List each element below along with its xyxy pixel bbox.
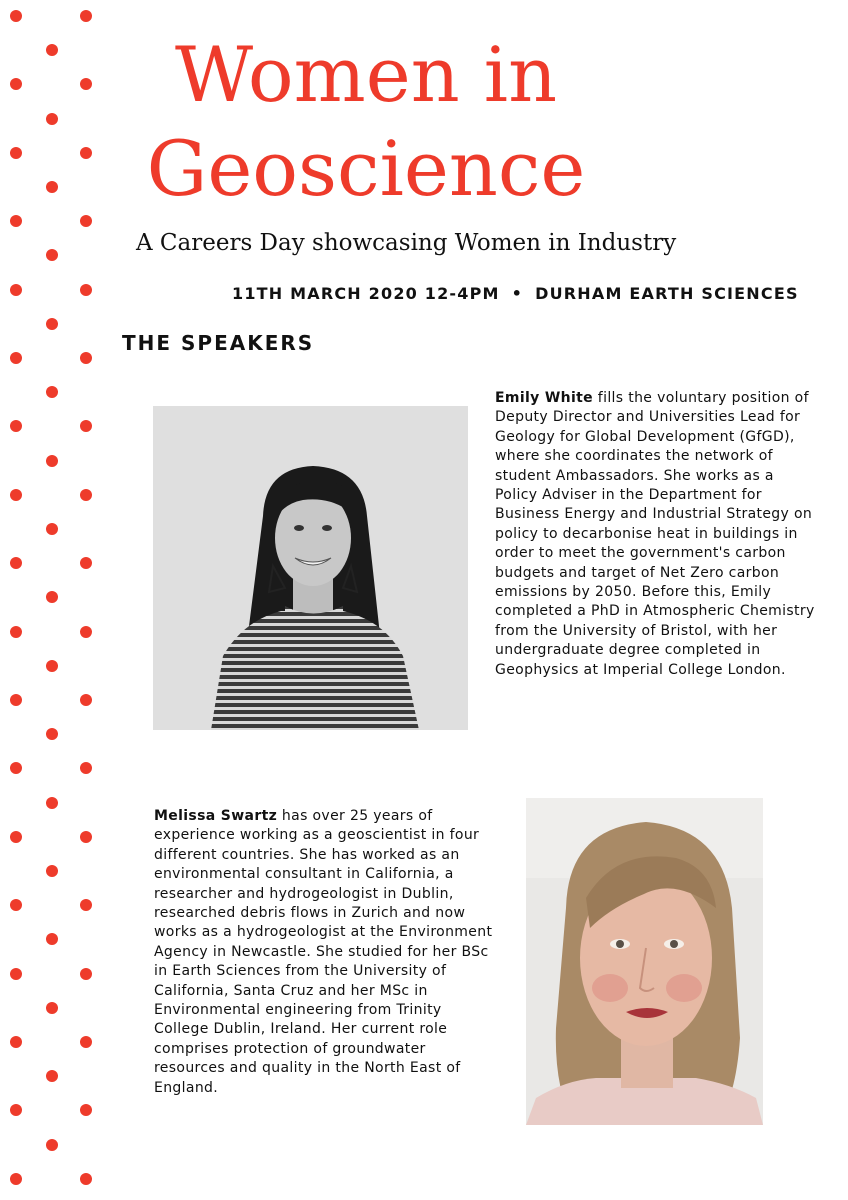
decorative-dot bbox=[10, 1173, 22, 1185]
speaker-bio-emily-white bbox=[495, 389, 817, 680]
page-title bbox=[136, 28, 596, 216]
decorative-dot bbox=[46, 44, 58, 56]
decorative-dot bbox=[46, 249, 58, 261]
decorative-dot bbox=[10, 762, 22, 774]
decorative-dot bbox=[80, 899, 92, 911]
decorative-dot bbox=[10, 489, 22, 501]
event-location: DURHAM EARTH SCIENCES bbox=[535, 284, 799, 303]
decorative-dot bbox=[46, 865, 58, 877]
decorative-dot bbox=[10, 968, 22, 980]
decorative-dot bbox=[10, 694, 22, 706]
decorative-dot bbox=[10, 626, 22, 638]
decorative-dot bbox=[10, 284, 22, 296]
decorative-dot bbox=[10, 78, 22, 90]
decorative-dot bbox=[10, 420, 22, 432]
decorative-dot bbox=[46, 1070, 58, 1082]
speaker-bio-text: has over 25 years of experience working as a geoscientist in four different countries. She has worked as an environmental consultant in California, a researcher and hydrogeologist in Dublin, researched debris flows in Zurich and now works as a hydrogeologist at the Environment Agency in Newcastle. She studied for her BSc in Earth Sciences from the University of California, Santa Cruz and her MSc in Environmental engineering from Trinity College Dublin, Ireland. Her current role comprises protection of groundwater resources and quality in the North East of England. bbox=[154, 808, 493, 1096]
decorative-dot bbox=[46, 591, 58, 603]
decorative-dot bbox=[80, 762, 92, 774]
decorative-dot bbox=[80, 626, 92, 638]
speaker-bio-melissa-swartz bbox=[154, 807, 496, 1098]
decorative-dot bbox=[46, 113, 58, 125]
decorative-dot bbox=[46, 797, 58, 809]
speaker-photo-melissa-swartz bbox=[526, 798, 763, 1125]
decorative-dot bbox=[80, 284, 92, 296]
decorative-dot bbox=[80, 147, 92, 159]
portrait-image bbox=[153, 406, 468, 730]
decorative-dot bbox=[10, 831, 22, 843]
title-line-2: Geoscience bbox=[146, 124, 586, 213]
decorative-dot bbox=[10, 899, 22, 911]
decorative-dot bbox=[80, 10, 92, 22]
decorative-dot bbox=[80, 831, 92, 843]
decorative-dot bbox=[10, 10, 22, 22]
decorative-dot bbox=[46, 181, 58, 193]
decorative-dot bbox=[80, 489, 92, 501]
title-line-1: Women in bbox=[174, 30, 558, 119]
decorative-dot bbox=[10, 215, 22, 227]
decorative-dot bbox=[80, 420, 92, 432]
decorative-dot bbox=[46, 728, 58, 740]
decorative-dot bbox=[80, 78, 92, 90]
decorative-dot bbox=[46, 318, 58, 330]
decorative-dot bbox=[46, 1139, 58, 1151]
decorative-dot bbox=[80, 352, 92, 364]
decorative-dot bbox=[46, 933, 58, 945]
speakers-heading: THE SPEAKERS bbox=[122, 331, 315, 355]
decorative-dot bbox=[46, 455, 58, 467]
speaker-bio-text: fills the voluntary position of Deputy Director and Universities Lead for Geology for Global Development (GfGD), where she coordinates the network of student Ambassadors. She works as a Policy Adviser in the Department for Business Energy and Industrial Strategy on policy to decarbonise heat in buildings in order to meet the government's carbon budgets and target of Net Zero carbon emissions by 2050. Before this, Emily completed a PhD in Atmospheric Chemistry from the University of Bristol, with her undergraduate degree completed in Geophysics at Imperial College London. bbox=[495, 390, 815, 678]
speaker-photo-emily-white bbox=[153, 406, 468, 730]
decorative-dot bbox=[46, 386, 58, 398]
decorative-dot bbox=[80, 1036, 92, 1048]
decorative-dot-border bbox=[0, 0, 110, 1200]
decorative-dot bbox=[80, 215, 92, 227]
decorative-dot bbox=[10, 352, 22, 364]
speaker-name: Melissa Swartz bbox=[154, 808, 278, 824]
decorative-dot bbox=[80, 557, 92, 569]
speaker-name: Emily White bbox=[495, 390, 593, 406]
decorative-dot bbox=[10, 1036, 22, 1048]
decorative-dot bbox=[80, 1173, 92, 1185]
decorative-dot bbox=[46, 523, 58, 535]
decorative-dot bbox=[10, 147, 22, 159]
event-date-time: 11TH MARCH 2020 12-4PM bbox=[232, 284, 500, 303]
decorative-dot bbox=[10, 1104, 22, 1116]
decorative-dot bbox=[80, 1104, 92, 1116]
event-separator: • bbox=[511, 284, 524, 303]
page-subtitle: A Careers Day showcasing Women in Industry bbox=[136, 230, 677, 256]
decorative-dot bbox=[46, 1002, 58, 1014]
decorative-dot bbox=[46, 660, 58, 672]
decorative-dot bbox=[10, 557, 22, 569]
decorative-dot bbox=[80, 968, 92, 980]
portrait-image bbox=[526, 798, 763, 1125]
decorative-dot bbox=[80, 694, 92, 706]
event-details bbox=[232, 284, 799, 303]
